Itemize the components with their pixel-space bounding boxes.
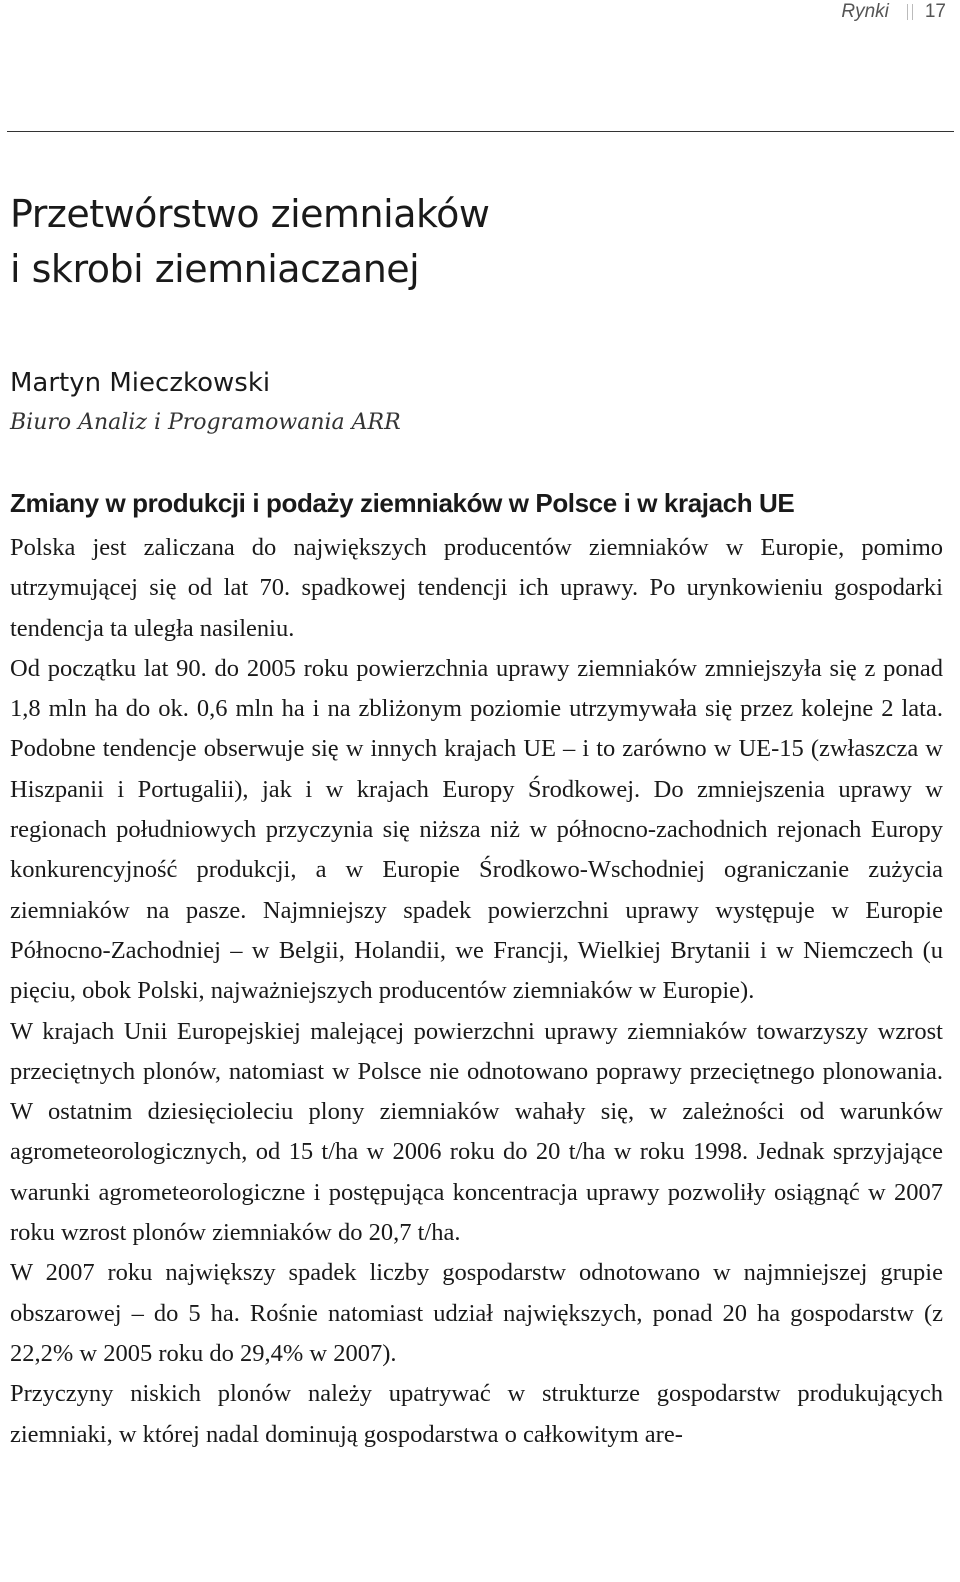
paragraph-4: W 2007 roku największy spadek liczby gospodarstw odnotowano w najmniejszej grupie obszarowej – do 5 ha. Rośnie natomiast udział największych, ponad 20 ha gospodarstw (z 22,2% w 2005 roku do 29,4% w 2007). <box>10 1259 943 1367</box>
author-affiliation: Biuro Analiz i Programowania ARR <box>10 410 401 435</box>
paragraph-2: Od początku lat 90. do 2005 roku powierzchnia uprawy ziemniaków zmniejszyła się z ponad 1,8 mln ha do ok. 0,6 mln ha i na zbliżonym poziomie utrzymywała się przez kolejne 2 lata. Podobne tendencje obserwuje się w innych krajach UE – i to zarówno w UE-15 (zwłaszcza w Hiszpanii i Portugalii), jak i w krajach Europy Środkowej. Do zmniejszenia uprawy w regionach południowych przyczynia się niższa niż w północno-zachodnich rejonach Europy konkurencyjność produkcji, a w Europie Środkowo-Wschodniej ograniczanie zużycia ziemniaków na pasze. Najmniejszy spadek powierzchni uprawy występuje w Europie Północno-Zachodniej – w Belgii, Holandii, we Francji, Wielkiej Brytanii i w Niemczech (u pięciu, obok Polski, najważniejszych producentów ziemniaków w Europie). <box>10 654 943 1005</box>
header-rule <box>7 131 954 132</box>
page-number: 17 <box>924 1 946 22</box>
article-title <box>10 187 930 297</box>
author-name: Martyn Mieczkowski <box>10 368 271 398</box>
header-separator <box>907 4 913 20</box>
article-title-line-1: Przetwórstwo ziemniaków <box>10 192 490 236</box>
paragraph-1: Polska jest zaliczana do największych producentów ziemniaków w Europie, pomimo utrzymującej się od lat 70. spadkowej tendencji ich uprawy. Po urynkowieniu gospodarki tendencja ta uległa nasileniu. <box>10 534 943 642</box>
article-title-line-2: i skrobi ziemniaczanej <box>10 247 420 291</box>
running-header <box>841 0 946 24</box>
paragraph-5: Przyczyny niskich plonów należy upatrywać w strukturze gospodarstw produkujących ziemniaki, w której nadal dominują gospodarstwa o całkowitym are- <box>10 1380 943 1448</box>
article-body <box>10 528 943 1455</box>
section-heading: Zmiany w produkcji i podaży ziemniaków w Polsce i w krajach UE <box>10 488 795 518</box>
running-header-section: Rynki <box>841 1 889 22</box>
paragraph-3: W krajach Unii Europejskiej malejącej powierzchni uprawy ziemniaków towarzyszy wzrost przeciętnych plonów, natomiast w Polsce nie odnotowano poprawy przeciętnego plonowania. W ostatnim dziesięcioleciu plony ziemniaków wahały się, w zależności od warunków agrometeorologicznych, od 15 t/ha w 2006 roku do 20 t/ha w roku 1998. Jednak sprzyjające warunki agrometeorologiczne i postępująca koncentracja uprawy pozwoliły osiągnąć w 2007 roku wzrost plonów ziemniaków do 20,7 t/ha. <box>10 1017 943 1247</box>
